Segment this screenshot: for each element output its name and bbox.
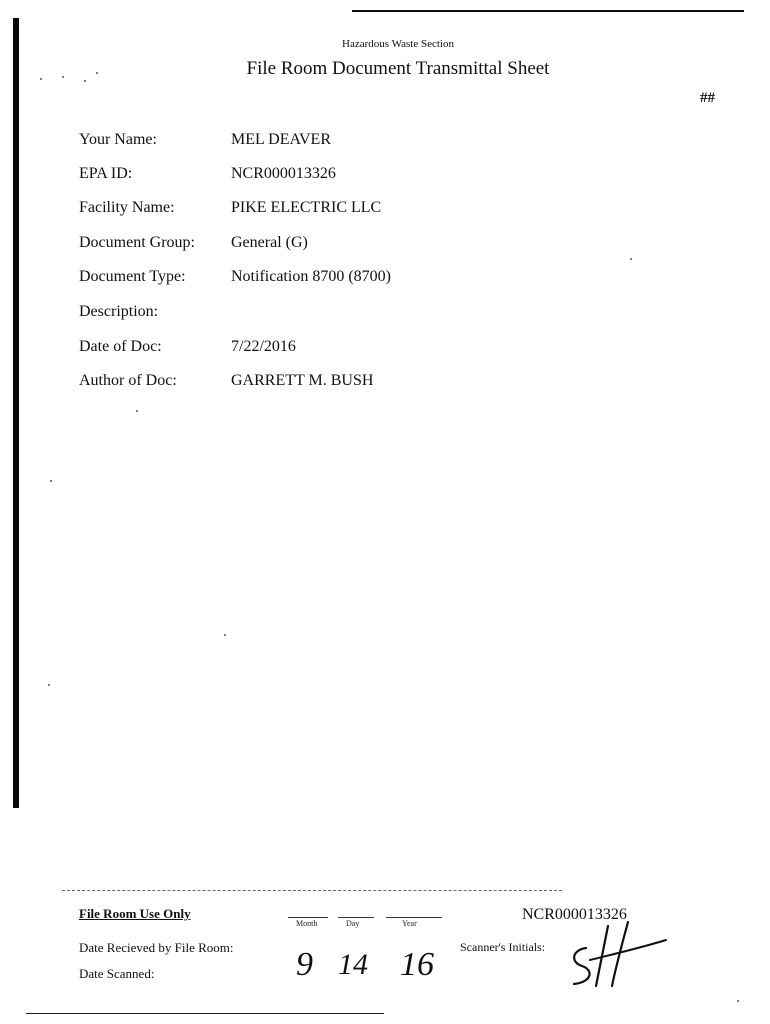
- scan-speck: [224, 634, 226, 636]
- section-divider: [62, 890, 562, 891]
- field-label: Document Group:: [79, 234, 195, 251]
- top-rule: [352, 10, 744, 12]
- scan-speck: [136, 410, 138, 412]
- scan-speck: [737, 1000, 739, 1002]
- scan-speck: [50, 480, 52, 482]
- month-caption: Month: [296, 919, 318, 928]
- day-caption: Day: [346, 919, 360, 928]
- scan-speck: [84, 80, 86, 82]
- field-label: Your Name:: [79, 131, 157, 148]
- scan-speck: [48, 684, 50, 686]
- date-received-label: Date Recieved by File Room:: [79, 940, 234, 955]
- file-room-heading: File Room Use Only: [79, 906, 191, 921]
- handwritten-day: 14: [338, 948, 368, 981]
- date-scanned-label: Date Scanned:: [79, 966, 155, 981]
- section-label: Hazardous Waste Section: [342, 38, 454, 50]
- field-value: NCR000013326: [231, 165, 336, 182]
- scanner-initials-label: Scanner's Initials:: [460, 940, 546, 954]
- field-label: EPA ID:: [79, 165, 133, 182]
- handwritten-month: 9: [296, 946, 313, 983]
- field-label: Document Type:: [79, 268, 186, 285]
- field-label: Date of Doc:: [79, 338, 162, 355]
- field-label: Facility Name:: [79, 199, 175, 216]
- handwritten-year: 16: [400, 946, 434, 983]
- document-title: File Room Document Transmittal Sheet: [246, 58, 550, 79]
- hash-mark: ##: [700, 90, 715, 106]
- field-value: General (G): [231, 234, 308, 251]
- field-value: PIKE ELECTRIC LLC: [231, 199, 382, 216]
- field-label: Author of Doc:: [79, 372, 177, 389]
- signature-drawing: [564, 918, 674, 990]
- scanner-initials-signature: [564, 918, 674, 990]
- year-caption: Year: [402, 919, 417, 928]
- field-label: Description:: [79, 303, 159, 320]
- file-room-epa-id: NCR000013326: [522, 906, 627, 923]
- field-value: 7/22/2016: [231, 338, 296, 355]
- day-rule: [338, 917, 374, 918]
- field-value: GARRETT M. BUSH: [231, 372, 374, 389]
- field-value: MEL DEAVER: [231, 131, 331, 148]
- scan-speck: [630, 258, 632, 260]
- scan-edge-bar: [13, 18, 19, 808]
- year-rule: [386, 917, 442, 918]
- month-rule: [288, 917, 328, 918]
- bottom-rule: [26, 1013, 384, 1014]
- field-value: Notification 8700 (8700): [231, 268, 391, 285]
